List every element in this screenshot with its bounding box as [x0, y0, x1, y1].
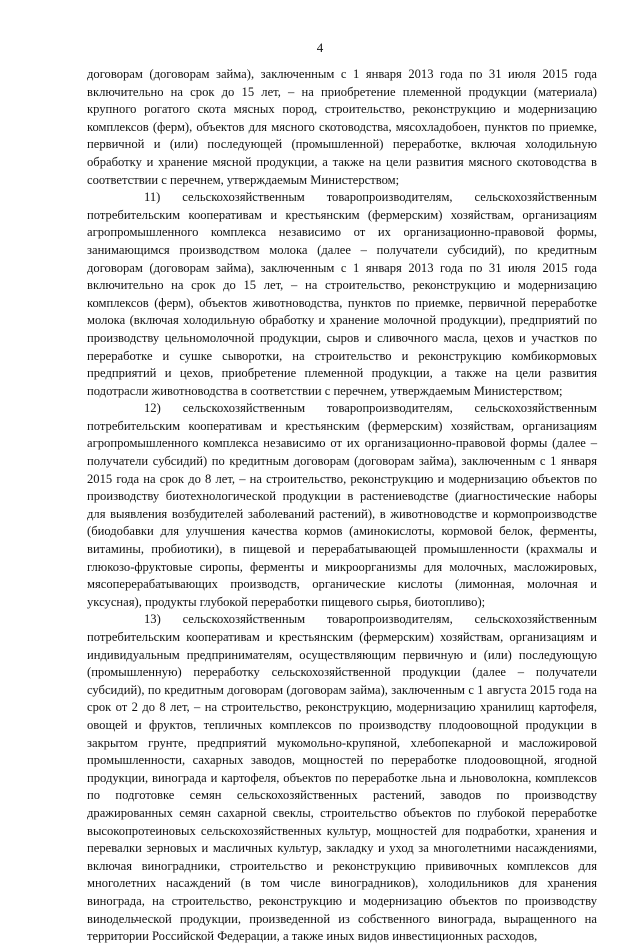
paragraph-item-12: 12) сельскохозяйственным товаропроизводителям, сельскохозяйственным потребительским кооперативам и крестьянским (фермерским) хозяйствам, организациям агропромышленного комплекса независимо от их организационно-правовой формы (далее – получатели субсидий) по кредитным договорам (договорам займа), заключенным с 1 января 2015 года на срок до 8 лет, – на строительство, реконструкцию и модернизацию объектов по производству биотехнологической продукции в растениеводстве (диагностические наборы для выявления возбудителей заболеваний растений), в животноводстве и кормопроизводстве (биодобавки для улучшения качества кормов (аминокислоты, кормовой белок, ферменты, витамины, пробиотики), в пищевой и перерабатывающей промышленности (крахмалы и глюкозо-фруктовые сиропы, ферменты и микроорганизмы для молочных, масложировых, мясоперерабатывающих производств, органические кислоты (лимонная, молочная и уксусная), продукты глубокой переработки пищевого сырья, биотопливо); — [87, 401, 597, 609]
document-body — [87, 66, 597, 946]
paragraph-continuation: договорам (договорам займа), заключенным с 1 января 2013 года по 31 июля 2015 года включительно на срок до 15 лет, – на приобретение племенной продукции (материала) крупного рогатого скота мясных пород, строительство, реконструкцию и модернизацию комплексов (ферм), объектов для мясного скотоводства, мясохладобоен, пунктов по приемке, первичной и (или) последующей (промышленной) переработке, включая холодильную обработку и хранение мясной продукции, а также на цели развития мясного скотоводства в соответствии с перечнем, утверждаемым Министерством; — [87, 67, 597, 187]
page-number: 4 — [316, 40, 324, 55]
paragraph-item-13: 13) сельскохозяйственным товаропроизводителям, сельскохозяйственным потребительским кооперативам и крестьянским (фермерским) хозяйствам, организациям и индивидуальным предпринимателям, осуществляющим первичную и (или) последующую (промышленную) переработку сельскохозяйственной продукции (далее – получатели субсидий), по кредитным договорам (договорам займа), заключенным с 1 августа 2015 года на срок от 2 до 8 лет, – на строительство, реконструкцию, модернизацию хранилищ картофеля, овощей и фруктов, тепличных комплексов по производству плодоовощной продукции в закрытом грунте, предприятий мукомольно-крупяной, хлебопекарной и масложировой промышленности, сахарных заводов, мощностей по переработке плодоовощной, ягодной продукции, винограда и картофеля, объектов по переработке льна и льноволокна, комплексов по подготовке семян сельскохозяйственных растений, заводов по производству дражированных семян сахарной свеклы, строительство объектов по глубокой переработке высокопротеиновых сельскохозяйственных культур, мощностей для подработки, хранения и перевалки зерновых и масличных культур, закладку и уход за многолетними насаждениями, включая виноградники, строительство и реконструкцию прививочных комплексов для многолетних насаждений (в том числе виноградников), холодильников для хранения винограда, на строительство, реконструкцию и модернизацию объектов по производству винодельческой продукции, произведенной из собственного винограда, выращенного на территории Российской Федерации, а также иных видов инвестиционных расходов, — [87, 612, 597, 944]
paragraph-item-11: 11) сельскохозяйственным товаропроизводителям, сельскохозяйственным потребительским кооперативам и крестьянским (фермерским) хозяйствам, организациям агропромышленного комплекса независимо от их организационно-правовой формы, занимающимся производством молока (далее – получатели субсидий), по кредитным договорам (договорам займа), заключенным с 1 января 2013 года по 31 июля 2015 года включительно на срок до 15 лет, – на строительство, реконструкцию и модернизацию комплексов (ферм), объектов животноводства, пунктов по приемке, первичной переработке молока (включая холодильную обработку и хранение молочной продукции), предприятий по производству цельномолочной продукции, сыров и сливочного масла, цехов и участков по переработке и сушке сыворотки, на строительство и реконструкцию комбикормовых предприятий и цехов, приобретение племенной продукции, а также на цели развития подотрасли животноводства в соответствии с перечнем, утверждаемым Министерством; — [87, 190, 597, 398]
